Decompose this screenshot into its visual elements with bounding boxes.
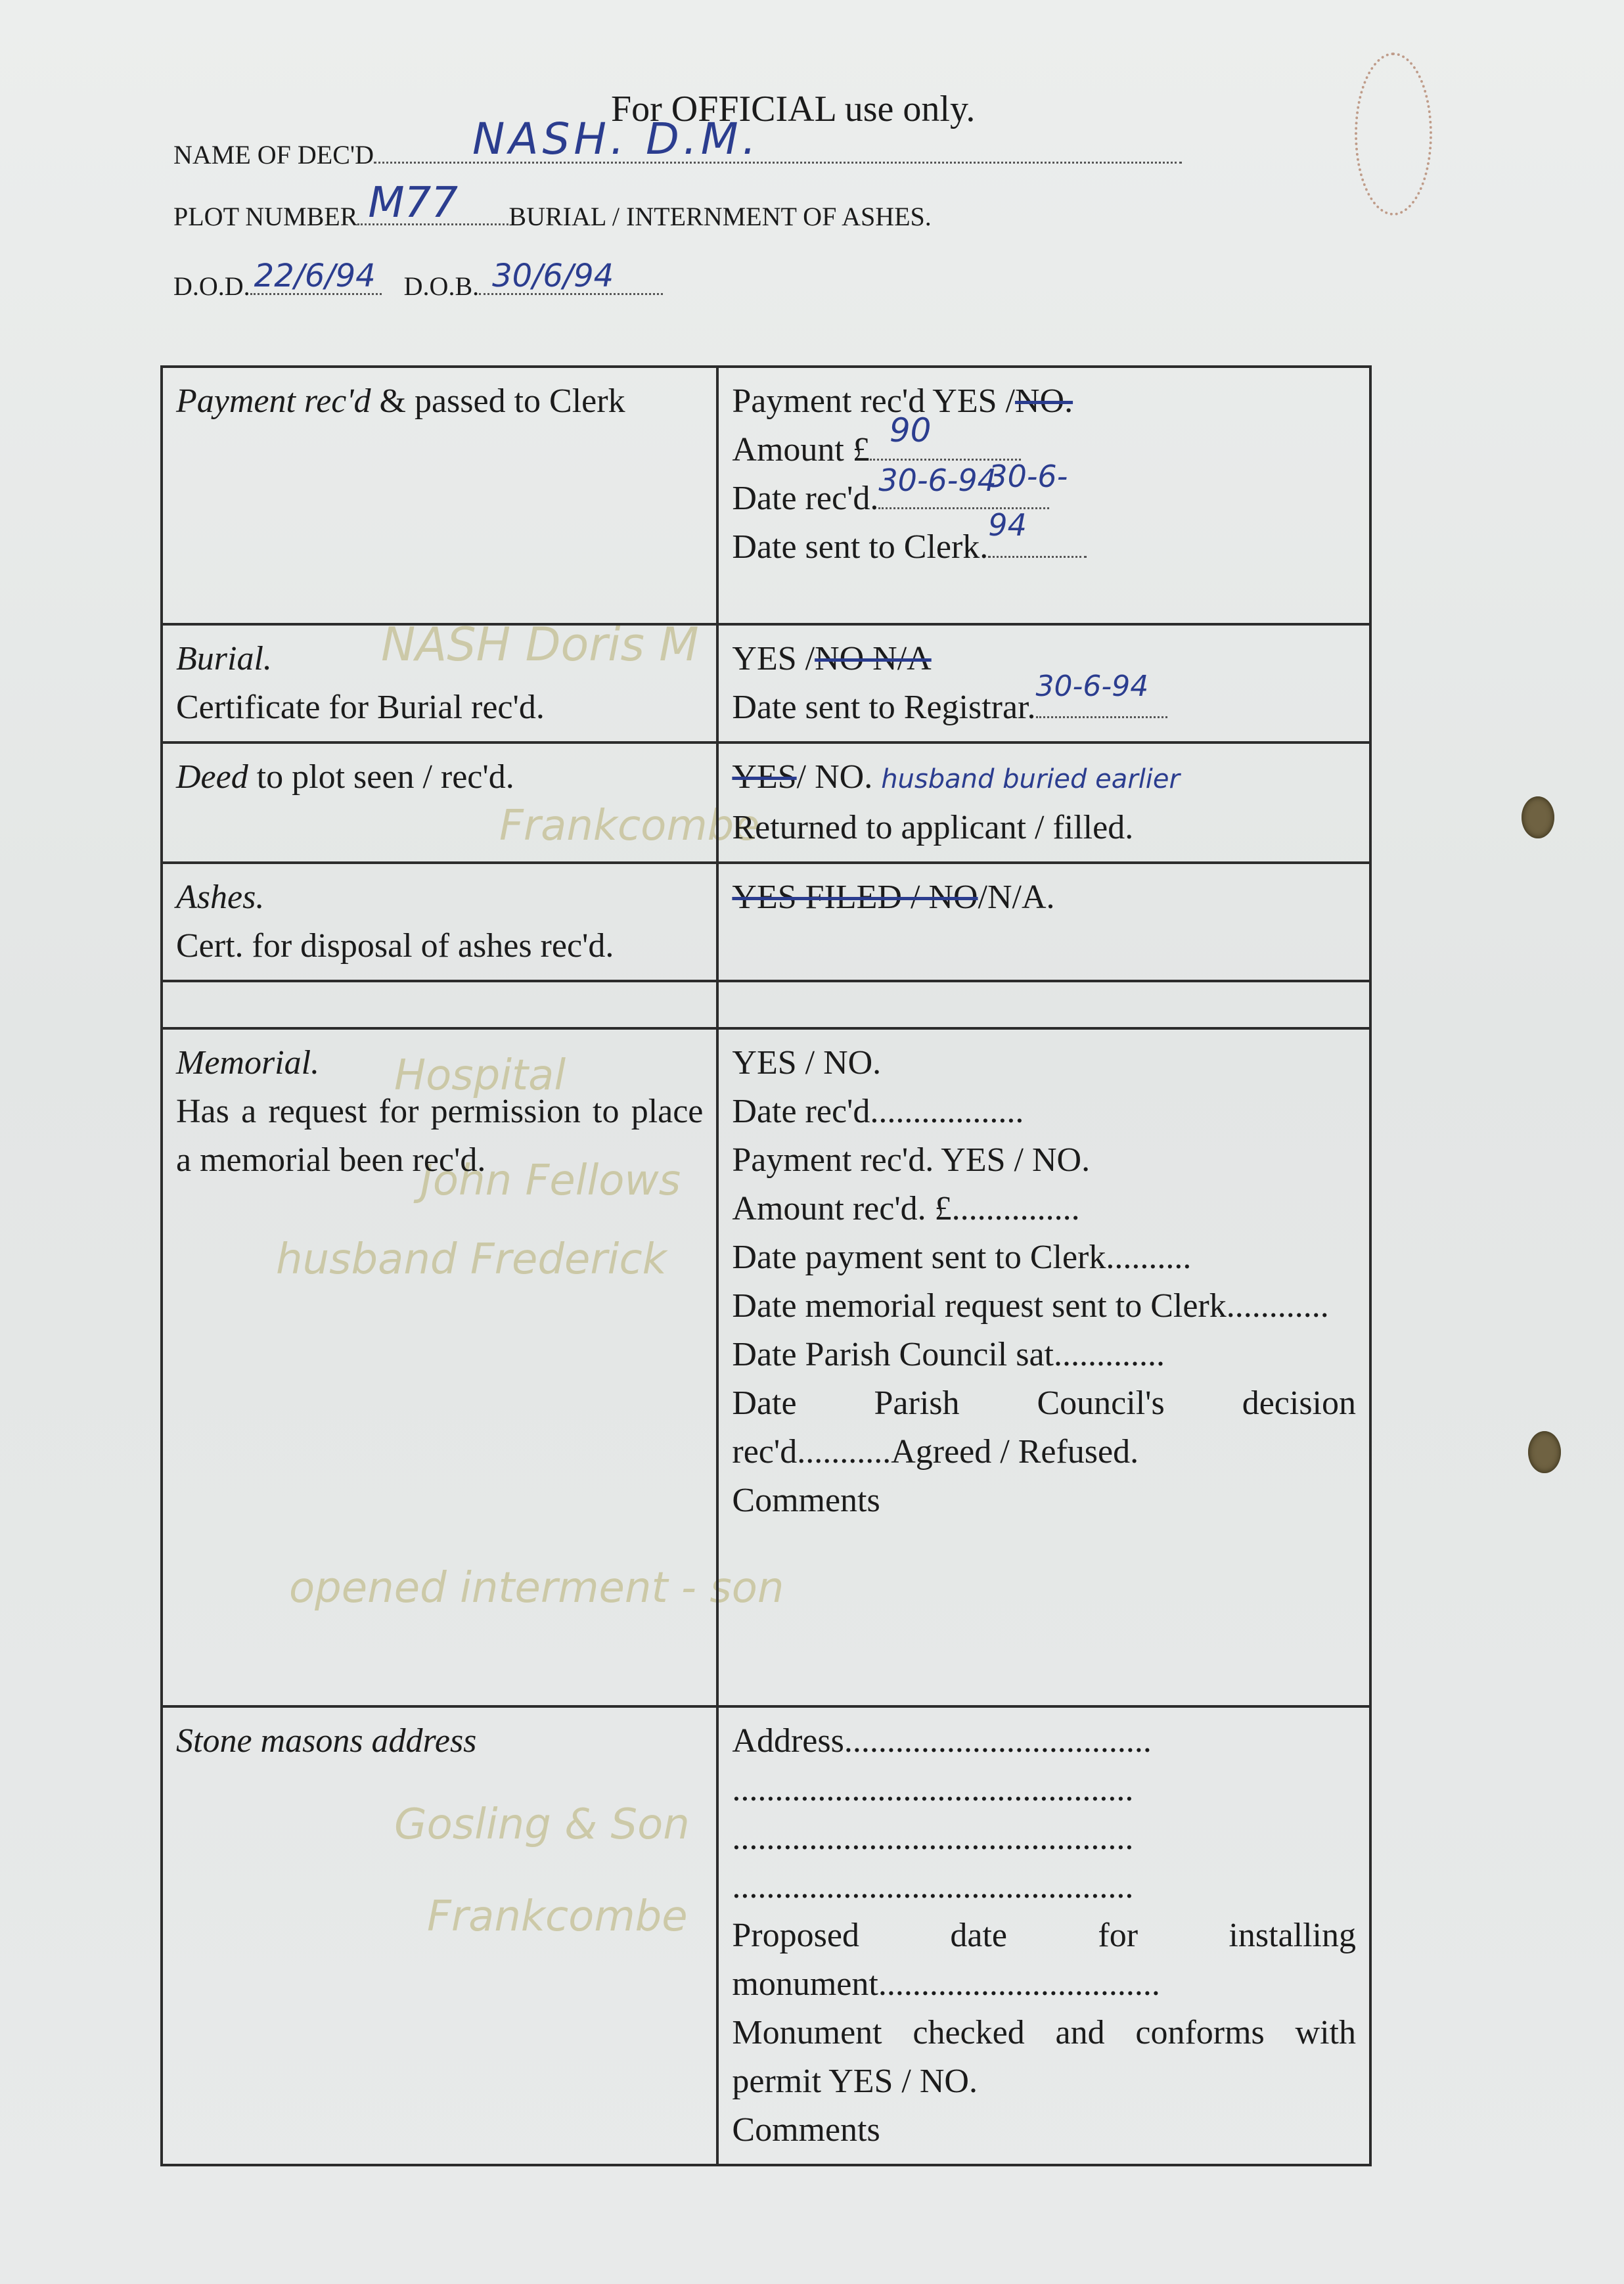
date-received-label: Date rec'd. [732, 480, 879, 517]
bleed-through-mark: husband Frederick [276, 1235, 667, 1284]
payment-received-struck: NO. [1014, 382, 1073, 420]
name-value: NASH. D.M. [472, 114, 760, 164]
payment-label: Payment rec'd [176, 382, 371, 420]
burial-ashes-label: BURIAL / INTERNMENT OF ASHES. [508, 202, 932, 231]
punch-hole-top [1522, 796, 1554, 838]
registrar-line [732, 670, 1356, 732]
bleed-through-mark: opened interment - son [289, 1564, 784, 1612]
stone-line: Monument checked and conforms with permit YES / NO. [732, 2014, 1356, 2100]
memorial-line: Date Parish Council sat............. [732, 1336, 1165, 1373]
dates-row [173, 258, 663, 302]
date-sent-clerk-label: Date sent to Clerk. [732, 528, 989, 566]
stone-line: ............................................... [732, 1868, 1134, 1906]
stone-masons-title: Stone masons address [176, 1722, 477, 1760]
stone-line: ............................................... [732, 1819, 1134, 1857]
deed-yes-struck: YES [732, 758, 797, 796]
registrar-label: Date sent to Registrar. [732, 689, 1036, 726]
date-sent-clerk-value: 30-6-94 [988, 459, 1068, 543]
ashes-struck: YES FILED / NO [732, 879, 978, 916]
deed-row [162, 742, 1370, 863]
payment-label-cell [162, 367, 717, 624]
dob-field[interactable] [479, 258, 663, 295]
burial-form-table [160, 365, 1372, 2166]
memorial-line: Comments [732, 1482, 880, 1519]
ashes-row [162, 863, 1370, 981]
bleed-through-mark: John Fellows [420, 1156, 681, 1205]
deed-no: / NO. [796, 758, 873, 796]
payment-label-rest: & passed to Clerk [379, 382, 625, 420]
burial-value-cell [717, 624, 1370, 742]
amount-value: 90 [889, 411, 932, 449]
memorial-line: Date Parish Council's decision rec'd...........Agreed / Refused. [732, 1384, 1356, 1471]
bleed-through-mark: Hospital [394, 1051, 566, 1100]
bleed-through-mark: NASH Doris M [381, 618, 699, 672]
deed-note: husband buried earlier [881, 764, 1180, 794]
dob-label: D.O.B. [403, 271, 480, 301]
stone-line: Proposed date for installing monument................................. [732, 1917, 1356, 2003]
ashes-na: /N/A. [978, 879, 1055, 916]
deed-returned: Returned to applicant / filled. [732, 809, 1134, 846]
deed-title: Deed [176, 758, 248, 796]
bleed-through-mark: Frankcombe [427, 1892, 688, 1941]
deed-desc: to plot seen / rec'd. [256, 758, 514, 796]
deed-label-cell [162, 742, 717, 863]
stone-masons-label-cell [162, 1706, 717, 2165]
official-use-heading: For OFFICIAL use only. [611, 89, 976, 129]
ashes-title: Ashes. [176, 879, 265, 916]
amount-label: Amount £ [732, 431, 870, 468]
registrar-field[interactable] [1035, 670, 1167, 718]
memorial-line: Date payment sent to Clerk.......... [732, 1239, 1192, 1276]
payment-value-cell [717, 367, 1370, 624]
burial-yes-label: YES / [732, 640, 815, 677]
ashes-label-cell [162, 863, 717, 981]
dod-label: D.O.D. [173, 271, 250, 301]
payment-row [162, 367, 1370, 624]
ashes-desc: Cert. for disposal of ashes rec'd. [176, 927, 614, 965]
burial-desc: Certificate for Burial rec'd. [176, 689, 545, 726]
spacer-row [162, 981, 1370, 1028]
registrar-value: 30-6-94 [1035, 670, 1149, 703]
bleed-through-mark: Frankcombe [499, 802, 760, 850]
burial-struck: NO N/A [815, 640, 932, 677]
spacer-cell [162, 981, 717, 1028]
rust-stain [1355, 53, 1432, 216]
name-of-deceased-row [173, 114, 1182, 170]
stone-line: Comments [732, 2111, 880, 2149]
memorial-line: Date memorial request sent to Clerk............ [732, 1287, 1329, 1325]
stone-masons-value-cell [717, 1706, 1370, 2165]
ashes-line [732, 873, 1356, 922]
memorial-title: Memorial. [176, 1044, 320, 1082]
payment-received-line [732, 377, 1356, 426]
memorial-line: Amount rec'd. £............... [732, 1190, 1080, 1227]
stone-masons-row [162, 1706, 1370, 2165]
memorial-label-cell [162, 1028, 717, 1706]
memorial-row [162, 1028, 1370, 1706]
burial-row [162, 624, 1370, 742]
deed-value-cell [717, 742, 1370, 863]
plot-field[interactable] [357, 179, 508, 227]
plot-label: PLOT NUMBER [173, 202, 358, 231]
dob-value: 30/6/94 [492, 258, 614, 294]
payment-received-label: Payment rec'd YES / [732, 382, 1015, 420]
memorial-value-cell [717, 1028, 1370, 1706]
plot-value: M77 [368, 179, 459, 227]
date-sent-clerk-field[interactable] [988, 459, 1087, 558]
bleed-through-mark: Gosling & Son [394, 1800, 690, 1849]
stone-line: ............................................... [732, 1771, 1134, 1808]
dod-field[interactable] [250, 258, 382, 295]
deed-yes-line [732, 753, 1356, 804]
stone-line: Address.................................... [732, 1722, 1152, 1760]
plot-number-row [173, 179, 932, 232]
punch-hole-bottom [1528, 1431, 1561, 1473]
burial-title: Burial. [176, 640, 272, 677]
ashes-value-cell [717, 863, 1370, 981]
memorial-line: YES / NO. [732, 1044, 882, 1082]
memorial-line: Date rec'd.................. [732, 1093, 1024, 1130]
burial-label-cell [162, 624, 717, 742]
date-received-value: 30-6-94 [878, 463, 997, 498]
memorial-line: Payment rec'd. YES / NO. [732, 1141, 1091, 1179]
memorial-desc: Has a request for permission to place a memorial been rec'd. [176, 1093, 704, 1179]
name-field[interactable] [374, 114, 1182, 164]
dod-value: 22/6/94 [254, 258, 376, 294]
spacer-cell [717, 981, 1370, 1028]
name-label: NAME OF DEC'D [173, 140, 374, 170]
